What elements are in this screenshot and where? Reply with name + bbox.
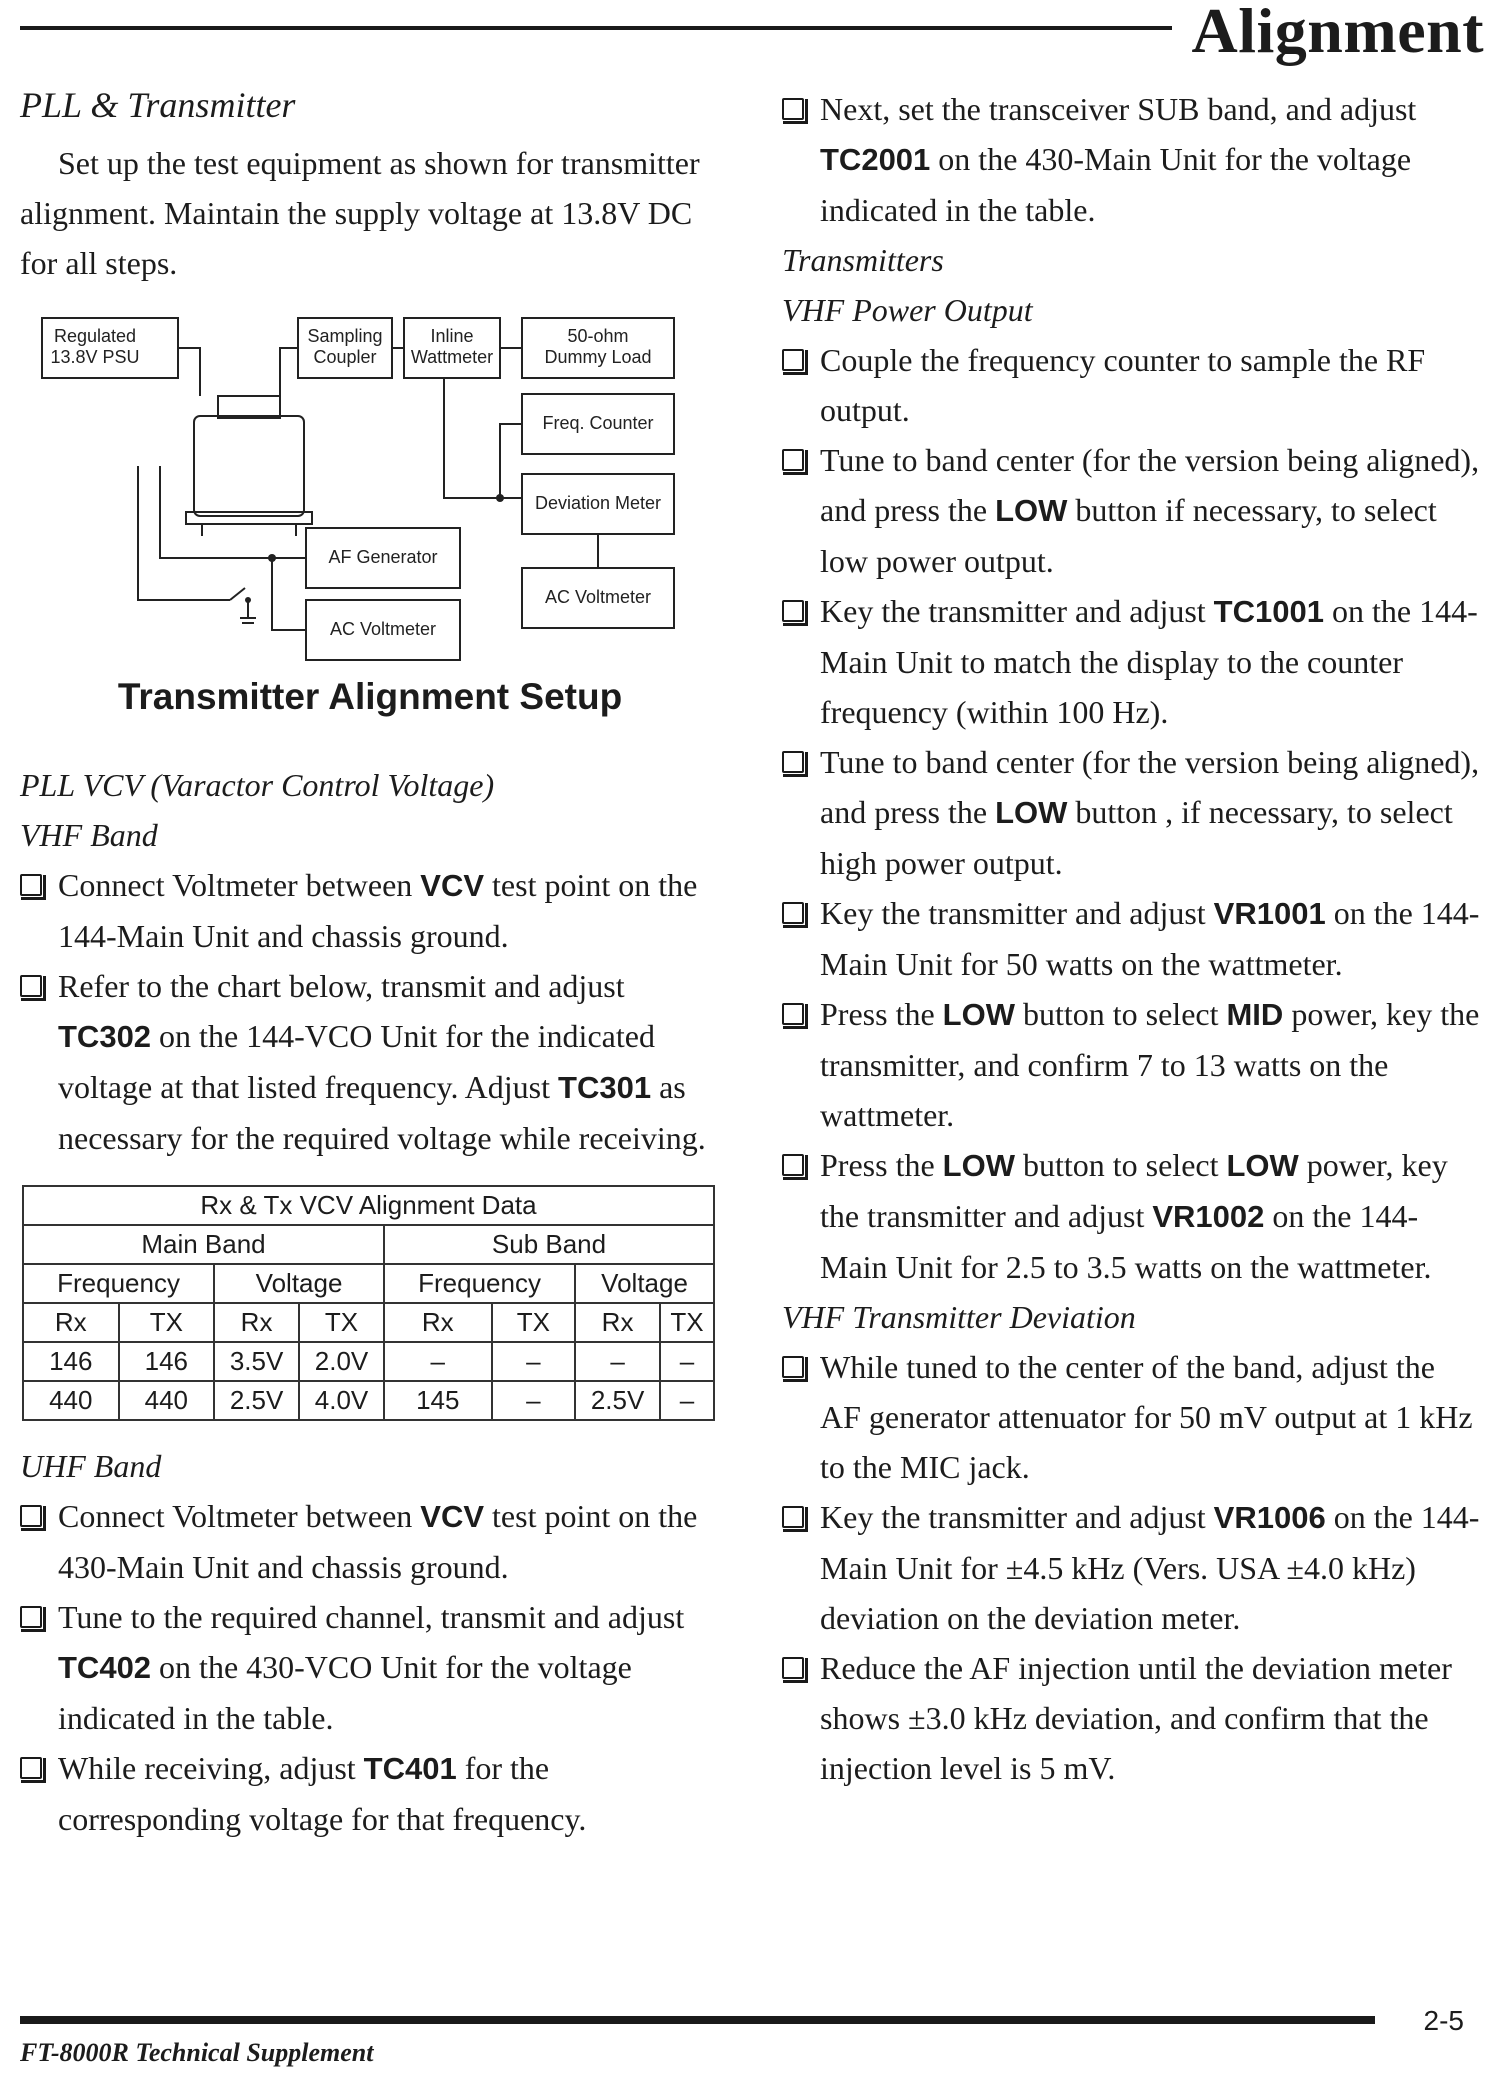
- psu-label: Regulated 13.8V PSU: [50, 326, 140, 367]
- checkbox-icon[interactable]: [782, 600, 804, 622]
- table-header-tx: TX: [299, 1303, 384, 1342]
- right-column: [782, 84, 1482, 1793]
- uhf-step-1: Connect Voltmeter between VCV test point on the 430-Main Unit and chassis ground.: [20, 1491, 720, 1592]
- power-step-6: Press the LOW button to select MID power, key the transmitter, and confirm 7 to 13 watts on the wattmeter.: [782, 989, 1482, 1140]
- uhf-step-3: While receiving, adjust TC401 for the corresponding voltage for that frequency.: [20, 1743, 720, 1844]
- page-title: Alignment: [1191, 0, 1484, 66]
- checkbox-icon[interactable]: [782, 1154, 804, 1176]
- table-header-tx: TX: [119, 1303, 215, 1342]
- power-step-1: Couple the frequency counter to sample the RF output.: [782, 335, 1482, 435]
- table-row: 440 440 2.5V 4.0V 145 – 2.5V –: [23, 1381, 714, 1420]
- section-title: PLL & Transmitter: [20, 85, 296, 125]
- table-row: 146 146 3.5V 2.0V – – – –: [23, 1342, 714, 1381]
- checkbox-icon[interactable]: [782, 751, 804, 773]
- vhf-step-2: Refer to the chart below, transmit and adjust TC302 on the 144-VCO Unit for the indicated voltage at that listed frequency. Adjust TC301 as necessary for the required voltage while receiving.: [20, 961, 720, 1163]
- checkbox-icon[interactable]: [782, 1356, 804, 1378]
- vhf-band-heading: VHF Band: [20, 817, 158, 853]
- checkbox-icon[interactable]: [20, 1606, 42, 1628]
- sampling-label: Sampling Coupler: [307, 326, 383, 367]
- sub-band-step: Next, set the transceiver SUB band, and adjust TC2001 on the 430-Main Unit for the voltage indicated in the table.: [782, 84, 1482, 235]
- uhf-band-heading: UHF Band: [20, 1448, 162, 1484]
- wattmeter-label: Inline Wattmeter: [410, 326, 494, 367]
- table-header-voltage: Voltage: [214, 1264, 384, 1303]
- table-header-rx: Rx: [23, 1303, 119, 1342]
- uhf-step-2: Tune to the required channel, transmit and adjust TC402 on the 430-VCO Unit for the voltage indicated in the table.: [20, 1592, 720, 1743]
- checkbox-icon[interactable]: [782, 902, 804, 924]
- table-header-frequency: Frequency: [384, 1264, 575, 1303]
- power-step-3: Key the transmitter and adjust TC1001 on the 144-Main Unit to match the display to the counter frequency (within 100 Hz).: [782, 586, 1482, 737]
- checkbox-icon[interactable]: [782, 449, 804, 471]
- intro-paragraph: Set up the test equipment as shown for transmitter alignment. Maintain the supply voltage at 13.8V DC for all steps.: [20, 145, 700, 281]
- table-header-tx: TX: [660, 1303, 714, 1342]
- checkbox-icon[interactable]: [20, 975, 42, 997]
- checkbox-icon[interactable]: [782, 1003, 804, 1025]
- table-title: Rx & Tx VCV Alignment Data: [23, 1186, 714, 1225]
- checkbox-icon[interactable]: [20, 1505, 42, 1527]
- transmitters-heading: Transmitters: [782, 242, 944, 278]
- vhf-step-1: Connect Voltmeter between VCV test point on the 144-Main Unit and chassis ground.: [20, 860, 720, 961]
- footer-rule: [20, 2016, 1375, 2024]
- pll-heading: PLL VCV (Varactor Control Voltage): [20, 767, 495, 803]
- freq-counter-label: Freq. Counter: [542, 413, 654, 433]
- ac-voltmeter-bottom-label: AC Voltmeter: [329, 619, 437, 639]
- checkbox-icon[interactable]: [20, 874, 42, 896]
- table-header-main-band: Main Band: [23, 1225, 384, 1264]
- checkbox-icon[interactable]: [782, 98, 804, 120]
- table-header-sub-band: Sub Band: [384, 1225, 714, 1264]
- dummy-load-label: 50-ohm Dummy Load: [544, 326, 652, 367]
- deviation-step-3: Reduce the AF injection until the deviation meter shows ±3.0 kHz deviation, and confirm that the injection level is 5 mV.: [782, 1643, 1482, 1793]
- power-step-4: Tune to band center (for the version being aligned), and press the LOW button , if necessary, to select high power output.: [782, 737, 1482, 888]
- setup-diagram: [20, 310, 720, 710]
- table-header-rx: Rx: [214, 1303, 299, 1342]
- checkbox-icon[interactable]: [20, 1757, 42, 1779]
- table-header-voltage: Voltage: [575, 1264, 714, 1303]
- deviation-meter-label: Deviation Meter: [534, 493, 662, 513]
- table-header-rx: Rx: [575, 1303, 660, 1342]
- deviation-step-1: While tuned to the center of the band, adjust the AF generator attenuator for 50 mV output at 1 kHz to the MIC jack.: [782, 1342, 1482, 1492]
- checkbox-icon[interactable]: [782, 349, 804, 371]
- left-column: [20, 80, 720, 1844]
- power-step-7: Press the LOW button to select LOW power, key the transmitter and adjust VR1002 on the 144-Main Unit for 2.5 to 3.5 watts on the wattmeter.: [782, 1140, 1482, 1292]
- deviation-step-2: Key the transmitter and adjust VR1006 on the 144-Main Unit for ±4.5 kHz (Vers. USA ±4.0 kHz) deviation on the deviation meter.: [782, 1492, 1482, 1643]
- af-generator-label: AF Generator: [328, 547, 438, 567]
- table-header-frequency: Frequency: [23, 1264, 214, 1303]
- vhf-power-heading: VHF Power Output: [782, 292, 1033, 328]
- table-header-rx: Rx: [384, 1303, 492, 1342]
- header-rule: [20, 26, 1172, 30]
- power-step-5: Key the transmitter and adjust VR1001 on the 144-Main Unit for 50 watts on the wattmeter.: [782, 888, 1482, 989]
- checkbox-icon[interactable]: [782, 1506, 804, 1528]
- vhf-deviation-heading: VHF Transmitter Deviation: [782, 1299, 1136, 1335]
- vcv-alignment-table: [22, 1185, 715, 1421]
- table-header-tx: TX: [492, 1303, 576, 1342]
- diagram-caption: Transmitter Alignment Setup: [117, 676, 623, 717]
- page-number: 2-5: [1423, 2005, 1464, 2036]
- ac-voltmeter-right-label: AC Voltmeter: [544, 587, 652, 607]
- footer-document-title: FT-8000R Technical Supplement: [20, 2038, 374, 2067]
- checkbox-icon[interactable]: [782, 1657, 804, 1679]
- power-step-2: Tune to band center (for the version being aligned), and press the LOW button if necessary, to select low power output.: [782, 435, 1482, 586]
